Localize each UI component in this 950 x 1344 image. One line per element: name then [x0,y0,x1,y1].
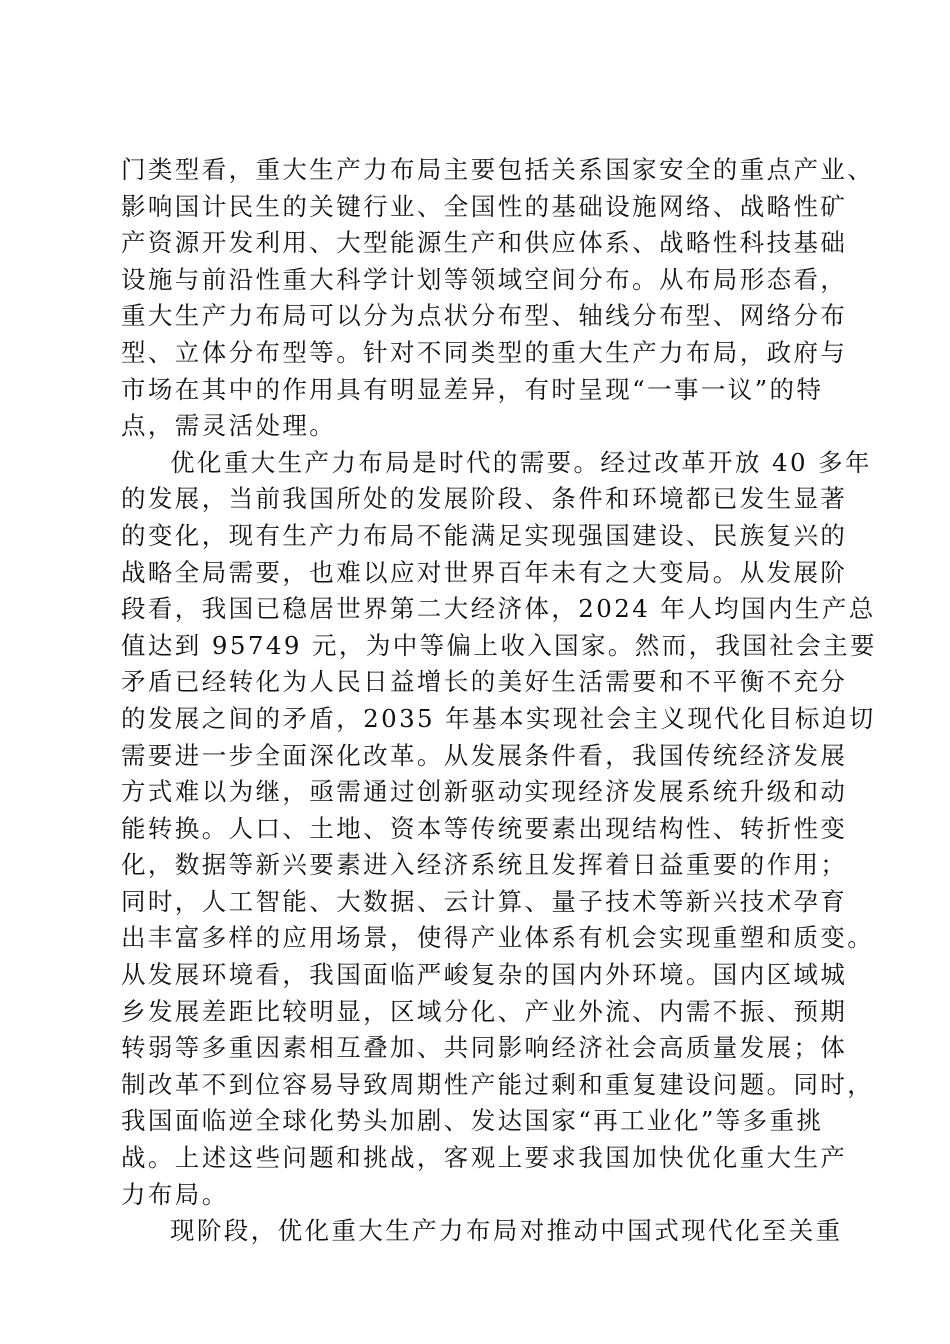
text-line: 战略全局需要，也难以应对世界百年未有之大变局。从发展阶 [121,557,848,587]
body-text [121,152,877,1250]
text-line: 出丰富多样的应用场景，使得产业体系有机会实现重塑和质变。 [121,923,875,953]
text-line: 的发展之间的矛盾，2035 年基本实现社会主义现代化目标迫切 [121,703,876,733]
text-line: 能转换。人口、土地、资本等传统要素出现结构性、转折性变 [121,813,848,843]
text-line: 我国面临逆全球化势头加剧、发达国家“再工业化”等多重挑 [121,1106,824,1136]
text-line: 优化重大生产力布局是时代的需要。经过改革开放 40 多年 [170,447,872,477]
text-line: 门类型看，重大生产力布局主要包括关系国家安全的重点产业、 [121,155,875,184]
text-line: 矛盾已经转化为人民日益增长的美好生活需要和不平衡不充分 [121,667,848,697]
paragraph-times-need [121,445,877,1213]
text-line: 同时，人工智能、大数据、云计算、量子技术等新兴技术孕育 [121,886,848,916]
text-line: 产资源开发利用、大型能源生产和供应体系、战略性科技基础 [121,228,848,258]
text-line: 现阶段，优化重大生产力布局对推动中国式现代化至关重 [170,1216,843,1246]
text-line: 型、立体分布型等。针对不同类型的重大生产力布局，政府与 [121,337,848,367]
text-line: 力布局。 [121,1179,229,1209]
text-line: 重大生产力布局可以分为点状分布型、轴线分布型、网络分布 [121,301,848,331]
text-line: 段看，我国已稳居世界第二大经济体，2024 年人均国内生产总 [121,594,876,624]
text-line: 设施与前沿性重大科学计划等领域空间分布。从布局形态看， [121,264,848,294]
text-line: 的发展，当前我国所处的发展阶段、条件和环境都已发生显著 [121,484,848,514]
paragraph-layout-types [121,152,875,445]
text-line: 市场在其中的作用具有明显差异，有时呈现“一事一议”的特 [121,374,824,404]
text-line: 需要进一步全面深化改革。从发展条件看，我国传统经济发展 [121,740,848,770]
text-line: 点，需灵活处理。 [121,411,337,441]
text-line: 影响国计民生的关键行业、全国性的基础设施网络、战略性矿 [121,191,848,221]
text-line: 乡发展差距比较明显，区域分化、产业外流、内需不振、预期 [121,996,848,1026]
text-line: 战。上述这些问题和挑战，客观上要求我国加快优化重大生产 [121,1143,848,1173]
text-line: 化，数据等新兴要素进入经济系统且发挥着日益重要的作用； [121,850,848,880]
text-line: 方式难以为继，亟需通过创新驱动实现经济发展系统升级和动 [121,777,848,807]
text-line: 转弱等多重因素相互叠加、共同影响经济社会高质量发展；体 [121,1033,848,1063]
text-line: 从发展环境看，我国面临严峻复杂的国内外环境。国内区域城 [121,960,848,990]
text-line: 值达到 95749 元，为中等偏上收入国家。然而，我国社会主要 [121,630,877,660]
paragraph-current-stage [121,1213,841,1250]
text-line: 的变化，现有生产力布局不能满足实现强国建设、民族复兴的 [121,520,848,550]
text-line: 制改革不到位容易导致周期性产能过剩和重复建设问题。同时， [121,1069,875,1099]
